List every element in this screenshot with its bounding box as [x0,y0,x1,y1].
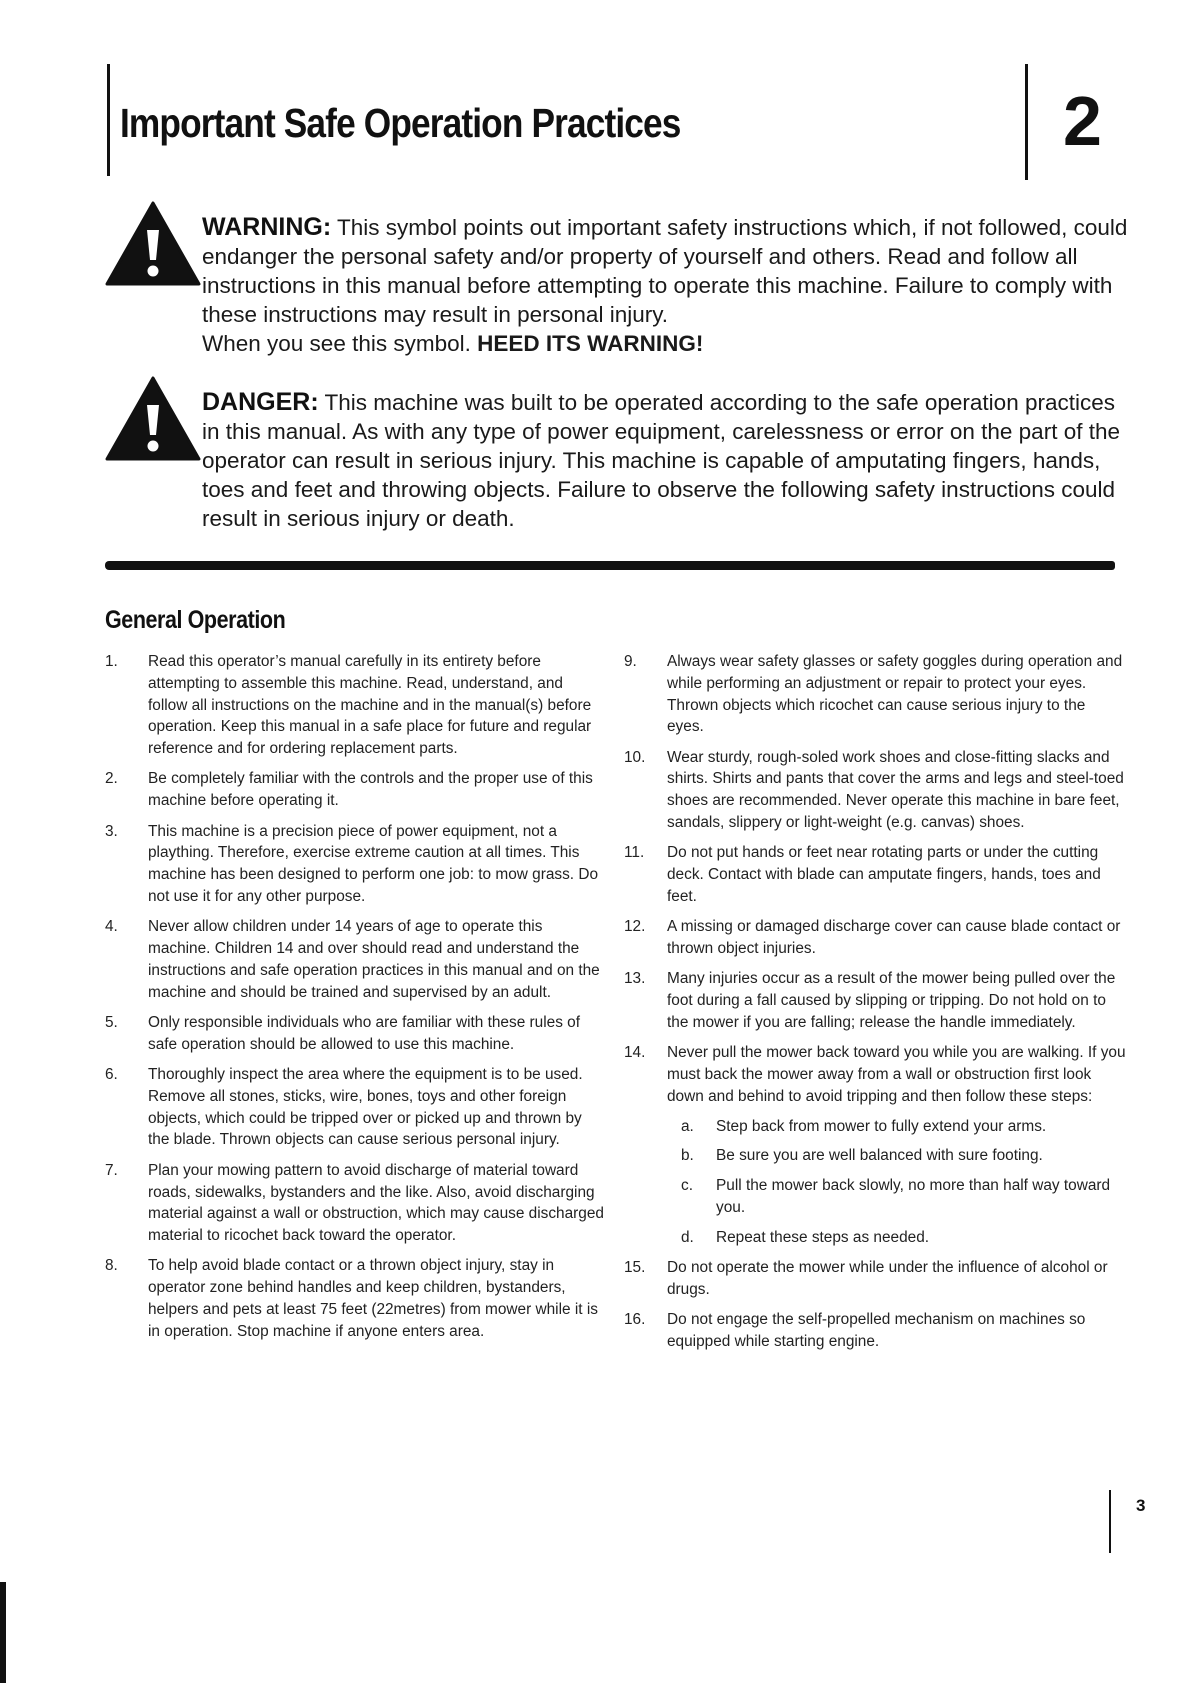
rule-number: 5. [105,1013,118,1031]
step-item [667,1116,1126,1138]
step-item [667,1227,1126,1249]
rule-text: Be completely familiar with the controls and the proper use of this machine before operating it. [148,770,593,810]
rule-item [105,916,605,1003]
rule-text: Plan your mowing pattern to avoid discharge of material toward roads, sidewalks, bystanders and the like. Also, avoid discharging material against a wall or obstruction, which may cause discharged material to ricochet back toward the operator. [148,1161,604,1245]
danger-block [202,388,1132,533]
rule-text: Thoroughly inspect the area where the equipment is to be used. Remove all stones, sticks, wire, bones, toys and other foreign objects, which could be tripped over or picked up and thrown by the blade. Thrown objects can cause serious personal injury. [148,1066,583,1149]
rule-text: Never allow children under 14 years of age to operate this machine. Children 14 and over should read and understand the instructions and safe operation practices in this manual and on the machine and should be trained and supervised by an adult. [148,918,600,1001]
rules-column-left [105,651,605,1351]
rule-text: Many injuries occur as a result of the mower being pulled over the foot during a fall caused by slipping or tripping. Do not hold on to the mower if you are falling; release the handle immediately. [667,970,1116,1031]
rule-text: This machine is a precision piece of power equipment, not a plaything. Therefore, exercise extreme caution at all times. This machine has been designed to perform one job: to mow grass. Do not use it for any other purpose. [148,822,599,905]
rule-text: To help avoid blade contact or a thrown object injury, stay in operator zone behind handles and keep children, bystanders, helpers and pets at least 75 feet (22metres) from mower while it is in operation. Stop machine if anyone enters area. [148,1257,598,1340]
step-text: Repeat these steps as needed. [716,1228,930,1246]
step-letter: d. [681,1228,694,1246]
rule-item [624,1042,1126,1248]
warning-label: WARNING: [202,213,332,241]
warning-block [202,213,1132,358]
rule-number: 15. [624,1259,646,1277]
rule-item [624,842,1126,907]
rule-item [105,821,605,908]
rule-number: 1. [105,653,118,670]
rule-item [105,1012,605,1056]
rule-item [624,916,1126,960]
rule-text: Always wear safety glasses or safety goggles during operation and while performing an adjustment or repair to protect your eyes. Thrown objects which ricochet can cause serious injury to the eyes. [667,653,1123,736]
rule-item [624,1309,1126,1353]
header-left-rule [107,64,110,176]
section-title: General Operation [105,606,286,634]
rule-number: 9. [624,653,637,670]
rule-item [105,1064,605,1151]
step-letter: b. [681,1147,694,1165]
step-item [667,1145,1126,1167]
rule-text: Do not operate the mower while under the influence of alcohol or drugs. [667,1259,1108,1298]
rule-text: Do not engage the self-propelled mechanism on machines so equipped while starting engine. [667,1311,1086,1351]
warning-triangle-icon [105,200,201,288]
rule-number: 2. [105,770,118,788]
page-title: Important Safe Operation Practices [120,100,681,146]
rule-text: Only responsible individuals who are familiar with these rules of safe operation should be allowed to use this machine. [148,1013,580,1053]
step-text: Be sure you are well balanced with sure footing. [716,1147,1043,1165]
rule-number: 7. [105,1161,118,1179]
rule-text: Wear sturdy, rough-soled work shoes and close-fitting slacks and shirts. Shirts and pants that cover the arms and legs and steel-toed shoes are recommended. Never operate this machine in bare feet, sandals, slippery or light-weight (e.g. canvas) shoes. [667,748,1124,832]
rule-item [105,651,605,760]
step-item [667,1175,1126,1219]
rule-number: 8. [105,1257,118,1275]
rule-number: 14. [624,1044,646,1062]
footer-rule [1109,1490,1111,1553]
rule-item [105,768,605,812]
rule-number: 13. [624,970,646,988]
danger-label: DANGER: [202,388,319,416]
rule-item [105,1255,605,1342]
chapter-number: 2 [1063,82,1102,160]
rule-number: 10. [624,748,646,766]
rule-item [624,651,1126,738]
rule-text: Do not put hands or feet near rotating parts or under the cutting deck. Contact with blade can amputate fingers, hands, toes and feet. [667,844,1101,905]
rule-number: 12. [624,918,646,936]
rule-item [624,1257,1126,1301]
rule-number: 11. [624,844,645,862]
rule-item [105,1160,605,1247]
danger-triangle-icon [105,375,201,463]
heed-prefix: When you see this symbol. [202,331,471,356]
rule-number: 3. [105,822,118,840]
rule-text: Never pull the mower back toward you while you are walking. If you must back the mower away from a wall or obstruction first look down and behind to avoid tripping and then follow these steps: [667,1044,1126,1105]
rule-text: Read this operator’s manual carefully in its entirety before attempting to assemble this machine. Read, understand, and follow all instructions on the machine and in the manual(s) before operation. Keep this manual in a safe place for future and regular reference and for ordering replacement parts. [148,653,592,758]
section-divider [105,561,1115,570]
rule-number: 6. [105,1066,118,1084]
page-number: 3 [1136,1496,1146,1515]
step-text: Step back from mower to fully extend your arms. [716,1117,1047,1135]
rules-column-right [624,651,1126,1361]
step-text: Pull the mower back slowly, no more than half way toward you. [716,1177,1111,1217]
rule-number: 4. [105,918,118,936]
danger-text: This machine was built to be operated according to the safe operation practices in this manual. As with any type of power equipment, carelessness or error on the part of the operator can result in serious injury. This machine is capable of amputating fingers, hands, toes and feet and throwing objects. Failure to observe the following safety instructions could result in serious injury or death. [202,390,1120,531]
rule-item [624,747,1126,834]
rule-number: 16. [624,1311,646,1329]
step-letter: c. [681,1177,693,1195]
header-right-rule [1025,64,1028,180]
step-letter: a. [681,1117,694,1135]
heed-warning-emphasis: HEED ITS WARNING! [477,331,704,356]
warning-text: This symbol points out important safety instructions which, if not followed, could endanger the personal safety and/or property of yourself and others. Read and follow all instructions in this manual before attempting to operate this machine. Failure to comply with these instructions may result in personal injury. [202,215,1128,327]
rule-item [624,968,1126,1033]
binding-edge-mark [0,1582,6,1683]
rule-text: A missing or damaged discharge cover can cause blade contact or thrown object injuries. [667,918,1121,958]
